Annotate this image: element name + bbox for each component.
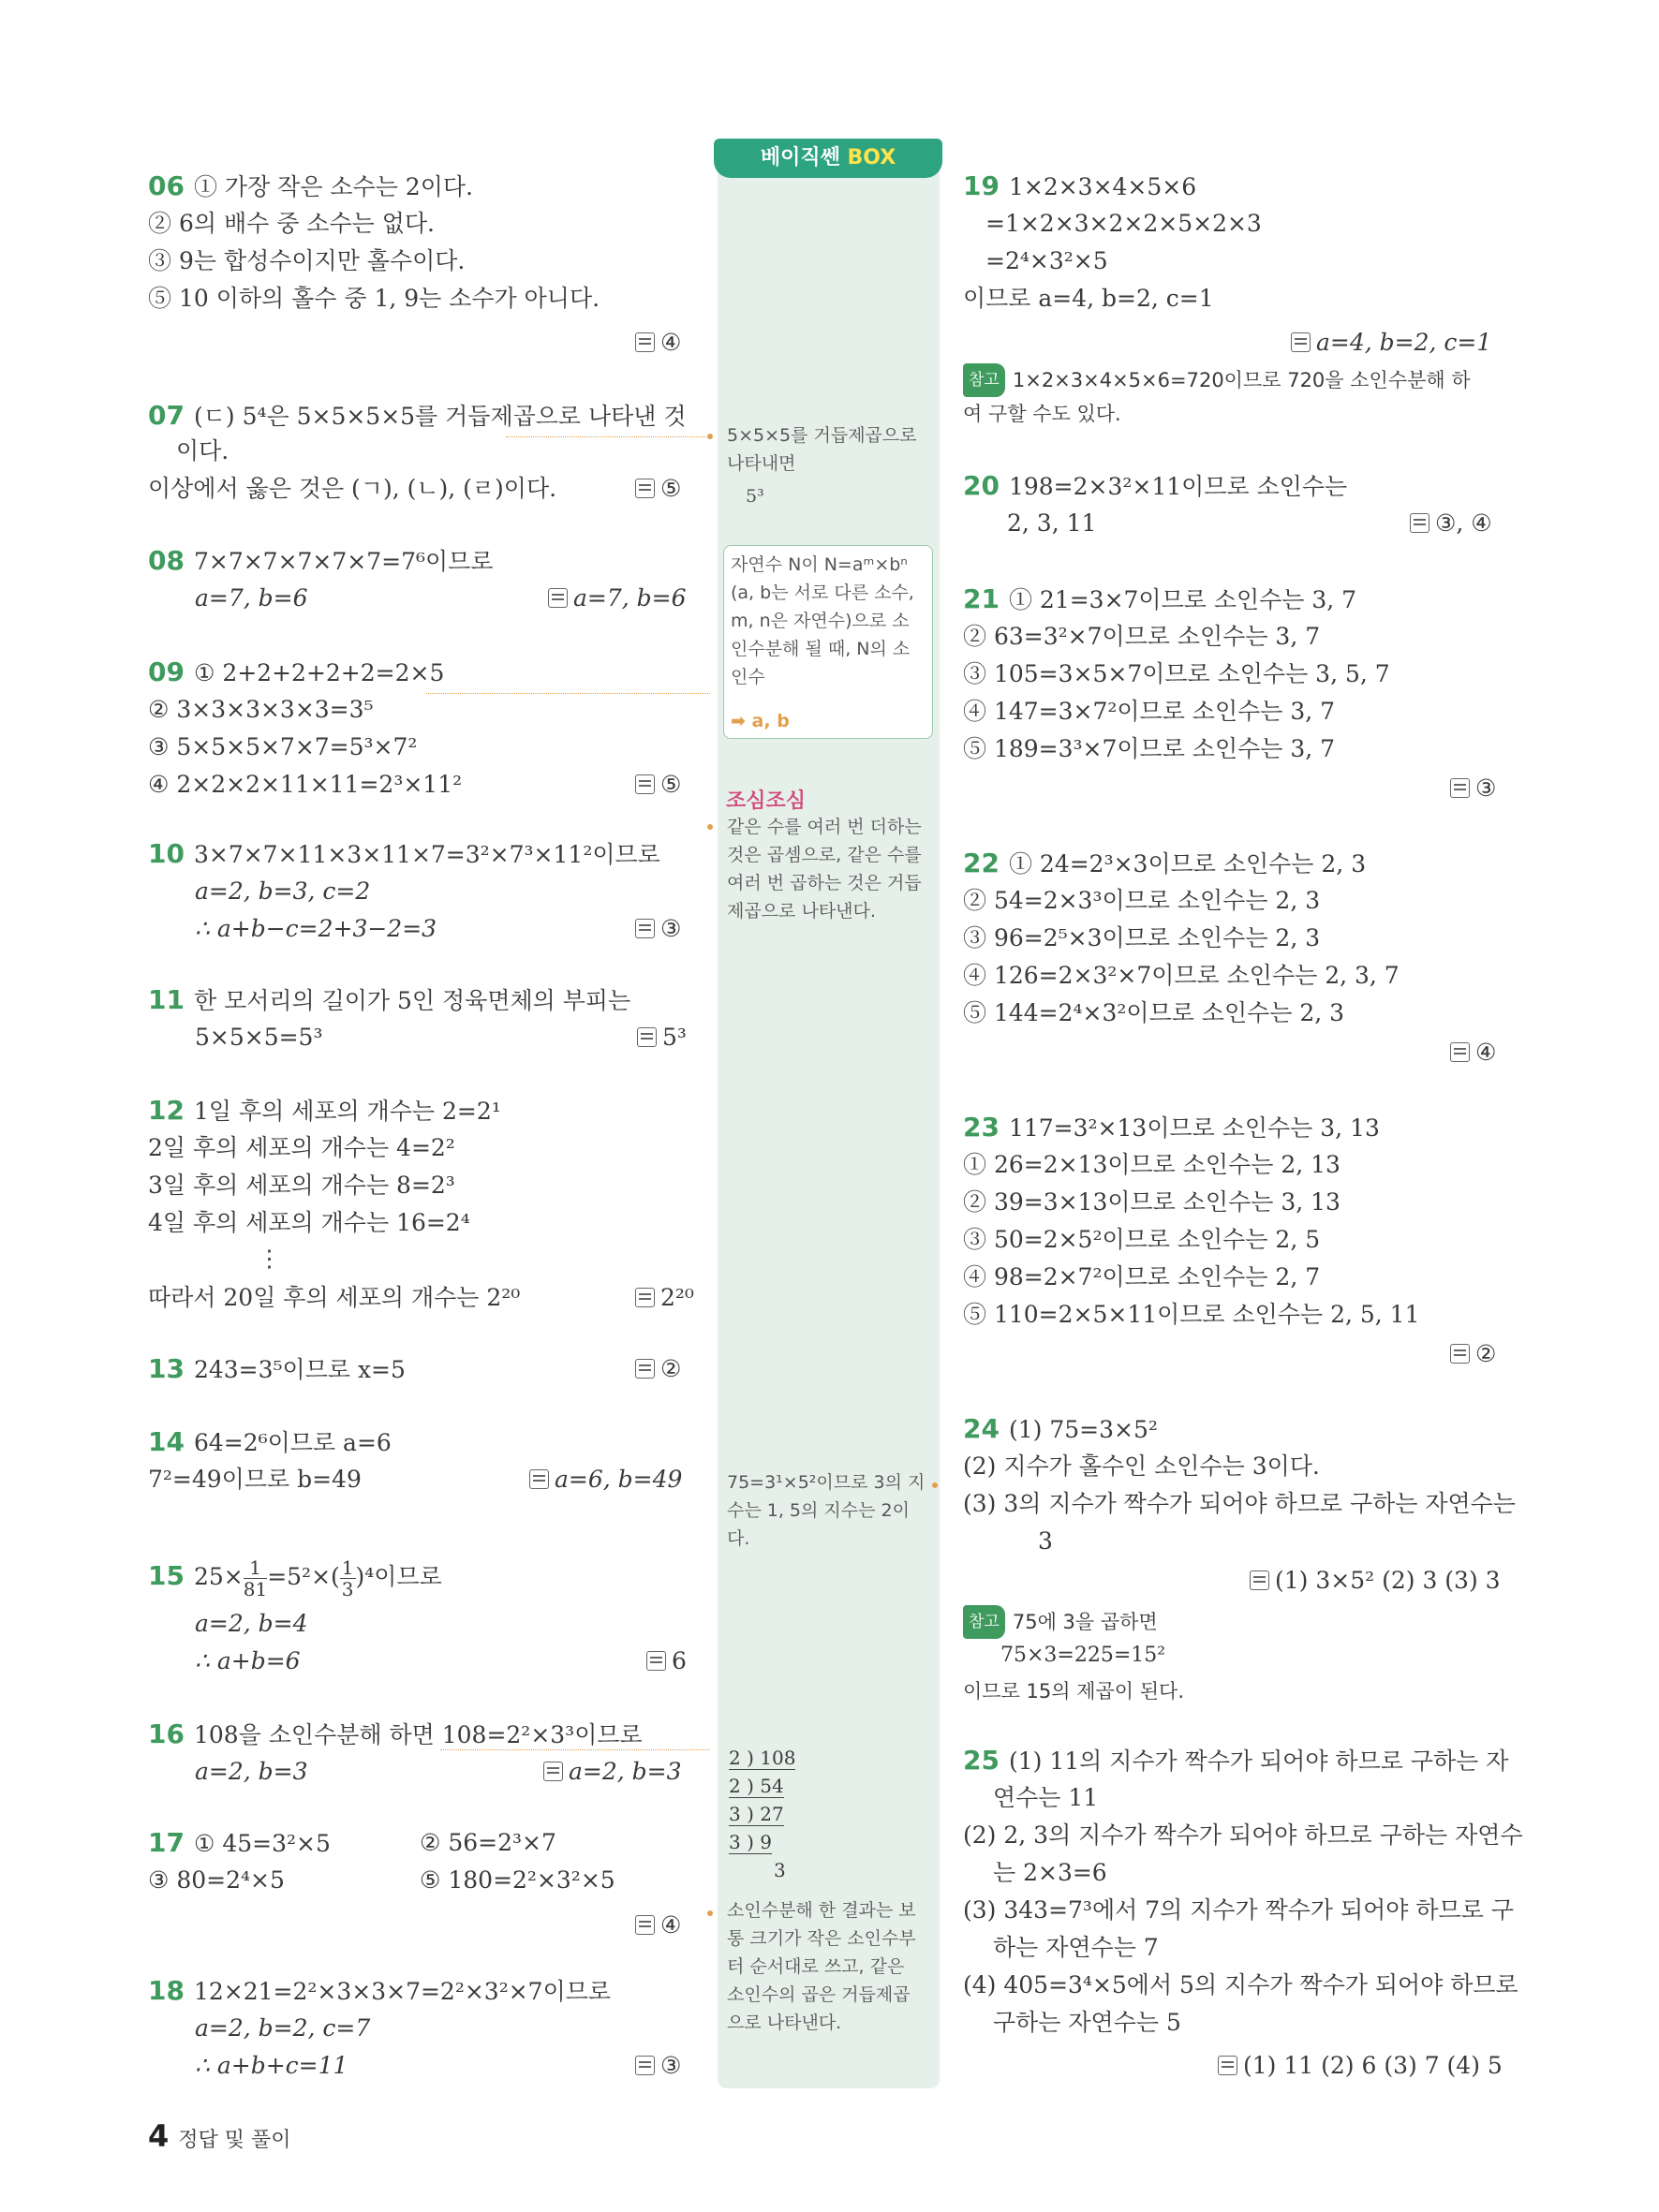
- p10-line3: ∴ a+b−c=2+3−2=3: [195, 915, 437, 942]
- p08-line1: 08 7×7×7×7×7×7=7⁶이므로: [148, 545, 494, 576]
- p25-line7: (4) 405=3⁴×5에서 5의 지수가 짝수가 되어야 하므로: [963, 1971, 1518, 1998]
- p07-side-note2: 5³: [746, 486, 764, 507]
- p24-line1: 24 (1) 75=3×5²: [963, 1413, 1158, 1444]
- answer-icon: [529, 1469, 549, 1489]
- p06-line1: 06 ① 가장 작은 소수는 2이다.: [148, 170, 473, 201]
- definition-note-arrow: ➡ a, b: [731, 711, 790, 731]
- p11-line1: 11 한 모서리의 길이가 5인 정육면체의 부피는: [148, 984, 631, 1015]
- p22-line4: ④ 126=2×3²×7이므로 소인수는 2, 3, 7: [963, 962, 1400, 989]
- p21-line1: 21 ① 21=3×7이므로 소인수는 3, 7: [963, 583, 1357, 614]
- answer-icon: [1450, 778, 1470, 798]
- p20-line2: 2, 3, 11: [1007, 509, 1097, 537]
- p18-answer: ③: [635, 2051, 681, 2081]
- p15-line2: a=2, b=4: [195, 1610, 308, 1637]
- p09-line3: ③ 5×5×5×7×7=5³×7²: [148, 733, 418, 760]
- p22-answer: ④: [1450, 1038, 1496, 1068]
- answer-icon: [1250, 1571, 1269, 1590]
- fraction: $\frac{1}{81}$: [243, 1556, 268, 1600]
- page-footer: [148, 2118, 291, 2154]
- p07-line1: 07 (ㄷ) 5⁴은 5×5×5×5를 거듭제곱으로 나타낸 것: [148, 400, 687, 431]
- p21-line4: ④ 147=3×7²이므로 소인수는 3, 7: [963, 698, 1336, 725]
- leader-line: [506, 436, 710, 437]
- p12-line5: ⋮: [258, 1245, 281, 1272]
- p14-side-note: 75=3¹×5²이므로 3의 지수는 1, 5의 지수는 2이다.: [727, 1472, 926, 1549]
- p24-line3: (3) 3의 지수가 짝수가 되어야 하므로 구하는 자연수는: [963, 1490, 1516, 1517]
- p19-line3: =2⁴×3²×5: [985, 247, 1108, 274]
- p22-line5: ⑤ 144=2⁴×3²이므로 소인수는 2, 3: [963, 999, 1345, 1026]
- p17-side-note: 소인수분해 한 결과는 보통 크기가 작은 소인수부터 순서대로 쓰고, 같은 소인수의 곱은 거듭제곱으로 나타낸다.: [727, 1900, 916, 2033]
- caution-title: 조심조심: [726, 789, 807, 813]
- leader-dot: [932, 1482, 938, 1488]
- page-number: 4: [148, 2118, 170, 2154]
- p18-line2: a=2, b=2, c=7: [195, 2014, 371, 2042]
- p18-line3: ∴ a+b+c=11: [195, 2052, 348, 2079]
- p07-side-note: 5×5×5를 거듭제곱으로 나타내면: [727, 425, 917, 474]
- p19-ref2: 여 구할 수도 있다.: [963, 403, 1121, 425]
- p16-line2: a=2, b=3: [195, 1758, 308, 1785]
- p20-line1: 20 198=2×3²×11이므로 소인수는: [963, 470, 1348, 501]
- p23-line5: ④ 98=2×7²이므로 소인수는 2, 7: [963, 1263, 1321, 1290]
- p19-line1: 19 1×2×3×4×5×6: [963, 170, 1197, 201]
- p12-line4: 4일 후의 세포의 개수는 16=2⁴: [148, 1209, 470, 1236]
- p24-ref3: 이므로 15의 제곱이 된다.: [963, 1680, 1184, 1703]
- p06-line4: ⑤ 10 이하의 홀수 중 1, 9는 소수가 아니다.: [148, 285, 600, 312]
- p07-line3: 이상에서 옳은 것은 (ㄱ), (ㄴ), (ㄹ)이다.: [148, 475, 557, 502]
- p15-line3: ∴ a+b=6: [195, 1647, 301, 1674]
- answer-icon: [635, 332, 655, 352]
- p23-line1: 23 117=3²×13이므로 소인수는 3, 13: [963, 1112, 1380, 1143]
- p24-answer: (1) 3×5² (2) 3 (3) 3: [1250, 1566, 1501, 1596]
- p25-line8: 구하는 자연수는 5: [993, 2009, 1181, 2036]
- p13-answer: ②: [635, 1354, 681, 1384]
- p25-line4: 는 2×3=6: [993, 1859, 1107, 1886]
- p22-line3: ③ 96=2⁵×3이므로 소인수는 2, 3: [963, 924, 1321, 951]
- p10-line2: a=2, b=3, c=2: [195, 877, 371, 905]
- answer-icon: [635, 2056, 655, 2075]
- p16-answer: a=2, b=3: [543, 1757, 682, 1787]
- p11-line2: 5×5×5=5³: [195, 1024, 323, 1051]
- p25-line2: 연수는 11: [993, 1784, 1099, 1811]
- answer-icon: [635, 1915, 655, 1935]
- p25-line6: 하는 자연수는 7: [993, 1934, 1159, 1961]
- p21-line2: ② 63=3²×7이므로 소인수는 3, 7: [963, 623, 1321, 650]
- p17-line2b: ⑤ 180=2²×3²×5: [420, 1866, 615, 1894]
- leader-line: [440, 1749, 710, 1750]
- reference-badge: 참고: [963, 363, 1005, 397]
- answer-icon: [1450, 1344, 1470, 1364]
- answer-icon: [543, 1762, 563, 1781]
- p14-answer: a=6, b=49: [529, 1465, 682, 1495]
- prime-division-table: 2 ) 108 2 ) 54 3 ) 27 3 ) 9 3: [729, 1747, 796, 1881]
- answer-icon: [1218, 2056, 1237, 2075]
- answer-icon: [635, 1288, 655, 1307]
- leader-dot: [707, 824, 713, 830]
- p12-answer: 2²⁰: [635, 1283, 694, 1313]
- p23-answer: ②: [1450, 1339, 1496, 1369]
- p17-answer: ④: [635, 1910, 681, 1940]
- p12-line1: 12 1일 후의 세포의 개수는 2=2¹: [148, 1095, 501, 1126]
- p07-answer: ⑤: [635, 474, 681, 504]
- p23-line4: ③ 50=2×5²이므로 소인수는 2, 5: [963, 1226, 1321, 1253]
- p15-answer: 6: [646, 1646, 687, 1676]
- p09-line2: ② 3×3×3×3×3=3⁵: [148, 696, 374, 723]
- caution-text: 같은 수를 여러 번 더하는 것은 곱셈으로, 같은 수를 여러 번 곱하는 것은 거듭제곱으로 나타낸다.: [727, 817, 922, 922]
- p25-line1: 25 (1) 11의 지수가 짝수가 되어야 하므로 구하는 자: [963, 1745, 1509, 1776]
- answer-icon: [1450, 1042, 1470, 1062]
- p19-ref1: 참고 1×2×3×4×5×6=720이므로 720을 소인수분해 하: [963, 363, 1471, 397]
- p16-line1: 16 108을 소인수분해 하면 108=2²×3³이므로: [148, 1718, 643, 1749]
- leader-dot: [707, 1910, 713, 1916]
- p20-answer: ③, ④: [1410, 509, 1492, 538]
- p25-line5: (3) 343=7³에서 7의 지수가 짝수가 되어야 하므로 구: [963, 1896, 1514, 1924]
- p10-answer: ③: [635, 914, 681, 944]
- p06-answer: ④: [635, 328, 681, 358]
- p12-line2: 2일 후의 세포의 개수는 4=2²: [148, 1134, 455, 1161]
- p10-line1: 10 3×7×7×11×3×11×7=3²×7³×11²이므로: [148, 838, 660, 869]
- p14-line2: 7²=49이므로 b=49: [148, 1466, 362, 1493]
- p21-line3: ③ 105=3×5×7이므로 소인수는 3, 5, 7: [963, 660, 1390, 687]
- definition-note-text: 자연수 N이 N=aᵐ×bⁿ (a, b는 서로 다른 소수, m, n은 자연수)으로 소인수분해 될 때, N의 소인수: [731, 554, 914, 687]
- p19-line4: 이므로 a=4, b=2, c=1: [963, 285, 1214, 312]
- p06-line2: ② 6의 배수 중 소수는 없다.: [148, 210, 435, 237]
- p24-line4: 3: [1038, 1527, 1053, 1555]
- p17-line2: ③ 80=2⁴×5: [148, 1866, 285, 1894]
- p22-line2: ② 54=2×3³이므로 소인수는 2, 3: [963, 887, 1321, 914]
- p19-answer: a=4, b=2, c=1: [1291, 328, 1491, 358]
- p22-line1: 22 ① 24=2³×3이므로 소인수는 2, 3: [963, 848, 1367, 878]
- footer-label: 정답 및 풀이: [178, 2129, 291, 2152]
- p14-line1: 14 64=2⁶이므로 a=6: [148, 1426, 392, 1457]
- p23-line2: ① 26=2×13이므로 소인수는 2, 13: [963, 1151, 1341, 1178]
- p12-line3: 3일 후의 세포의 개수는 8=2³: [148, 1172, 455, 1199]
- leader-dot: [707, 434, 713, 439]
- p25-answer: (1) 11 (2) 6 (3) 7 (4) 5: [1218, 2051, 1503, 2081]
- reference-badge: 참고: [963, 1605, 1005, 1639]
- p08-line2: a=7, b=6: [195, 584, 308, 612]
- p13-line1: 13 243=3⁵이므로 x=5: [148, 1353, 406, 1384]
- p24-ref1: 참고 75에 3을 곱하면: [963, 1605, 1158, 1639]
- answer-icon: [1410, 513, 1429, 533]
- p15-line1: 15 25× $\frac{1}{81}=5^2\times$( $\frac{1}{3})^4$이므로: [148, 1556, 442, 1600]
- answer-icon: [635, 919, 655, 938]
- p07-line2: 이다.: [176, 437, 230, 465]
- p17-line1b: ② 56=2³×7: [420, 1829, 556, 1856]
- box-title: 베이직쎈 BOX: [714, 139, 942, 178]
- answer-icon: [646, 1651, 666, 1671]
- p09-line1: 09 ① 2+2+2+2+2=2×5: [148, 656, 445, 687]
- p06-line3: ③ 9는 합성수이지만 홀수이다.: [148, 247, 466, 274]
- p21-answer: ③: [1450, 774, 1496, 804]
- p23-line3: ② 39=3×13이므로 소인수는 3, 13: [963, 1188, 1341, 1216]
- p24-ref2: 75×3=225=15²: [1000, 1644, 1166, 1667]
- answer-icon: [1291, 332, 1311, 352]
- p21-line5: ⑤ 189=3³×7이므로 소인수는 3, 7: [963, 735, 1336, 762]
- p23-line6: ⑤ 110=2×5×11이므로 소인수는 2, 5, 11: [963, 1301, 1420, 1328]
- p18-line1: 18 12×21=2²×3×3×7=2²×3²×7이므로: [148, 1975, 612, 2006]
- p17-line1: 17 ① 45=3²×5: [148, 1827, 331, 1858]
- leader-line: [426, 693, 710, 694]
- answer-icon: [548, 588, 568, 608]
- p09-line4: ④ 2×2×2×11×11=2³×11²: [148, 771, 463, 798]
- p19-line2: =1×2×3×2×2×5×2×3: [985, 210, 1262, 237]
- p12-line6: 따라서 20일 후의 세포의 개수는 2²⁰: [148, 1284, 521, 1311]
- p09-answer: ⑤: [635, 770, 681, 800]
- answer-icon: [635, 479, 655, 498]
- answer-icon: [637, 1027, 657, 1047]
- answer-icon: [635, 1359, 655, 1379]
- p08-answer: a=7, b=6: [548, 583, 687, 613]
- fraction: $\frac{1}{3}$: [341, 1556, 354, 1600]
- p25-line3: (2) 2, 3의 지수가 짝수가 되어야 하므로 구하는 자연수: [963, 1821, 1523, 1849]
- p24-line2: (2) 지수가 홀수인 소인수는 3이다.: [963, 1453, 1320, 1480]
- p11-answer: 5³: [637, 1023, 687, 1053]
- answer-icon: [635, 774, 655, 794]
